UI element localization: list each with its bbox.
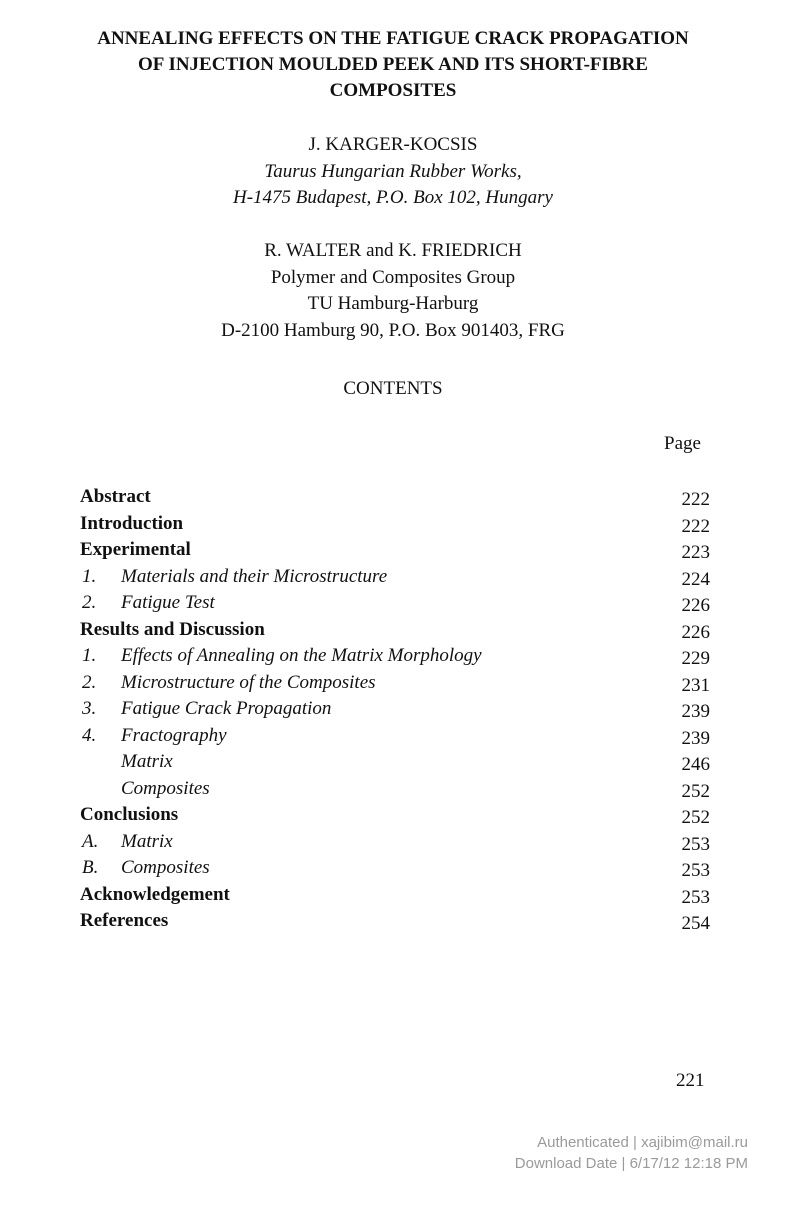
toc-page: 253 (681, 886, 710, 908)
toc-page: 252 (681, 780, 710, 802)
toc-label: Matrix (121, 830, 173, 852)
table-of-contents (80, 484, 710, 935)
toc-page: 239 (681, 701, 710, 722)
toc-row (80, 696, 710, 723)
toc-label: Matrix (121, 751, 173, 772)
toc-label: Fatigue Crack Propagation (121, 698, 332, 719)
toc-number: 2. (82, 671, 97, 693)
author-2-address: D-2100 Hamburg 90, P.O. Box 901403, FRG (221, 319, 565, 341)
toc-row (80, 484, 710, 511)
author-2-group: Polymer and Composites Group (270, 266, 516, 288)
toc-page: 253 (681, 833, 710, 855)
toc-row (80, 908, 710, 935)
toc-number: A. (82, 830, 99, 852)
author-1-affiliation: Taurus Hungarian Rubber Works, (264, 160, 522, 182)
toc-label: Abstract (80, 486, 151, 507)
toc-label: Materials and their Microstructure (121, 565, 388, 587)
author-block-1 (0, 132, 786, 212)
toc-page: 229 (681, 648, 710, 669)
authentication-watermark (490, 1132, 748, 1174)
toc-label: Fatigue Test (121, 592, 215, 613)
toc-number: 3. (82, 698, 97, 719)
toc-row (80, 564, 710, 591)
auth-line-2: Download Date | 6/17/12 12:18 PM (514, 1155, 748, 1172)
toc-number: 2. (82, 592, 97, 613)
auth-line-1: Authenticated | xajibim@mail.ru (537, 1134, 748, 1151)
toc-label: Microstructure of the Composites (121, 671, 376, 693)
toc-row (80, 643, 710, 670)
toc-label: Acknowledgement (80, 883, 230, 905)
toc-row (80, 537, 710, 564)
toc-page: 231 (681, 674, 710, 696)
toc-row (80, 590, 710, 617)
toc-label: Conclusions (80, 804, 179, 825)
toc-label: References (80, 910, 169, 931)
toc-page: 239 (681, 727, 710, 749)
toc-page: 226 (681, 595, 710, 616)
toc-row (80, 749, 710, 776)
author-1-name: J. KARGER-KOCSIS (308, 134, 478, 155)
toc-label: Experimental (80, 539, 191, 560)
toc-page: 226 (681, 621, 710, 643)
toc-number: 4. (82, 724, 97, 746)
toc-number: 1. (82, 565, 97, 587)
toc-label: Results and Discussion (80, 618, 265, 640)
toc-page: 254 (681, 913, 710, 934)
page-number: 221 (676, 1070, 705, 1091)
toc-number: B. (82, 857, 99, 878)
toc-page: 253 (681, 860, 710, 881)
toc-row (80, 882, 710, 909)
toc-label: Composites (121, 777, 210, 799)
toc-row (80, 617, 710, 644)
author-1-address: H-1475 Budapest, P.O. Box 102, Hungary (233, 187, 553, 208)
author-block-2 (0, 238, 786, 344)
toc-row (80, 670, 710, 697)
toc-page: 246 (681, 754, 710, 775)
title-line-3: COMPOSITES (329, 80, 457, 101)
toc-page: 222 (681, 515, 710, 537)
contents-heading: CONTENTS (343, 378, 443, 399)
toc-row (80, 776, 710, 803)
author-2-name: R. WALTER and K. FRIEDRICH (264, 240, 522, 261)
toc-label: Fractography (121, 724, 227, 746)
article-title (60, 26, 726, 104)
toc-row (80, 855, 710, 882)
toc-label: Composites (121, 857, 210, 878)
title-line-1: ANNEALING EFFECTS ON THE FATIGUE CRACK PROPAGATION (97, 28, 689, 49)
toc-row (80, 723, 710, 750)
toc-page: 223 (681, 542, 710, 563)
page-column-heading: Page (664, 433, 701, 454)
toc-page: 224 (681, 568, 710, 590)
toc-page: 252 (681, 807, 710, 828)
toc-label: Effects of Annealing on the Matrix Morphology (121, 645, 482, 666)
toc-row (80, 829, 710, 856)
toc-row (80, 802, 710, 829)
toc-label: Introduction (80, 512, 184, 534)
title-line-2: OF INJECTION MOULDED PEEK AND ITS SHORT-FIBRE (138, 54, 648, 75)
author-2-institution: TU Hamburg-Harburg (307, 293, 479, 314)
toc-row (80, 511, 710, 538)
toc-number: 1. (82, 645, 97, 666)
toc-page: 222 (681, 489, 710, 510)
